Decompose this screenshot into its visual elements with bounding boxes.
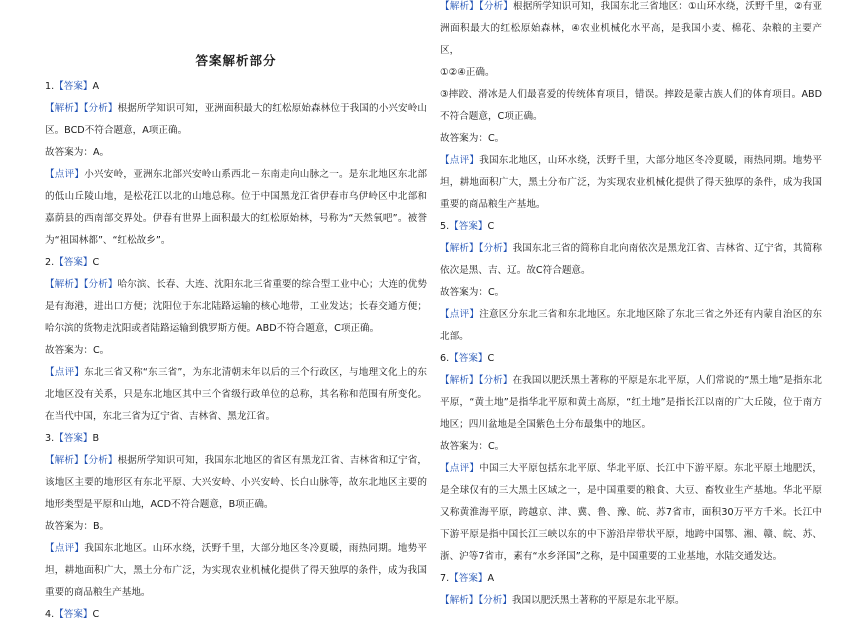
answer-value: A [92,81,100,92]
explanation-paragraph [45,274,427,340]
explanation-paragraph [440,590,822,612]
section-tag: 【解析】 [440,243,479,254]
explanation-paragraph [45,538,427,604]
answer-line [440,348,822,370]
section-tag: 【解析】 [45,279,84,290]
explanation-paragraph [440,304,822,348]
question-number: 7. [440,573,450,584]
right-column [440,0,822,612]
answer-line [45,76,427,98]
explanation-paragraph [45,450,427,516]
section-tag: 【点评】 [440,309,480,320]
section-tag: 【分析】 [83,455,118,466]
answer-tag: 【答案】 [449,353,488,364]
answer-text [440,436,822,458]
answer-value: C [487,221,495,232]
answer-tag: 【答案】 [54,609,93,620]
answer-line [440,216,822,238]
explanation-paragraph [440,0,822,62]
paragraph-text: 根据所学知识可知，亚洲面积最大的红松原始森林位于我国的小兴安岭山区。BCD不符合题意，A项正确。 [45,103,427,136]
paragraph-text: 故答案为：C。 [440,287,505,298]
paragraph-text: 根据所学知识可知，我国东北地区的省区有黑龙江省、吉林省和辽宁省，该地区主要的地形区有东北平原、大兴安岭、小兴安岭、长白山脉等，故东北地区主要的地形类型是平原和山地，ACD不符合题意，B项正确。 [45,455,427,510]
section-tag: 【分析】 [478,595,512,606]
section-tag: 【解析】 [45,103,84,114]
answer-text [45,340,427,362]
answer-line [45,252,427,274]
section-tag: 【点评】 [45,367,85,378]
explanation-paragraph [45,164,427,252]
answer-text [440,62,822,84]
paragraph-text: 根据所学知识可知，我国东北三省地区：①山环水绕，沃野千里，②有亚洲面积最大的红松原始森林，④农业机械化水平高，是我国小麦、棉花、杂粮的主要产区， [440,1,823,56]
section-tag: 【点评】 [440,155,480,166]
explanation-paragraph [45,98,427,142]
paragraph-text: 故答案为：C。 [440,133,505,144]
explanation-paragraph [45,362,427,428]
question-number: 5. [440,221,450,232]
paragraph-text: 哈尔滨、长春、大连、沈阳东北三省重要的综合型工业中心；大连的优势是有海港，进出口方便；沈阳位于东北陆路运输的核心地带，工业发达；长春交通方便；哈尔滨的货物走沈阳或者陆路运输到俄罗斯方便。ABD不符合题意，C项正确。 [45,279,427,334]
answer-value: A [487,573,495,584]
explanation-paragraph [440,370,822,436]
paragraph-text: 故答案为：C。 [45,345,110,356]
answer-value: C [92,609,100,620]
answer-value: B [92,433,100,444]
explanation-paragraph [440,150,822,216]
paragraph-text: 我国东北地区，山环水绕，沃野千里，大部分地区冬冷夏暖，雨热同期。地势平坦，耕地面积广大，黑土分布广泛，为实现农业机械化提供了得天独厚的条件，成为我国重要的商品粮生产基地。 [440,155,823,210]
question-number: 3. [45,433,55,444]
answer-tag: 【答案】 [449,221,488,232]
left-column [45,0,427,626]
explanation-paragraph [440,238,822,282]
section-tag: 【解析】 [440,375,479,386]
section-tag: 【点评】 [45,543,85,554]
question-number: 1. [45,81,55,92]
answer-text [45,516,427,538]
answer-tag: 【答案】 [449,573,488,584]
paragraph-text: 小兴安岭，亚洲东北部兴安岭山系西北－东南走向山脉之一。是东北地区东北部的低山丘陵山地，是松花江以北的山地总称。位于中国黑龙江省伊春市乌伊岭区中北部和嘉荫县的西南部交界处。伊春有世界上面积最大的红松原始林，号称为“天然氧吧”。被誉为“祖国林都”、“红松故乡”。 [45,169,428,246]
paragraph-text: 故答案为：B。 [45,521,110,532]
paragraph-text: 注意区分东北三省和东北地区。东北地区除了东北三省之外还有内蒙自治区的东北部。 [440,309,823,342]
explanation-paragraph [440,458,822,568]
paragraph-text: 在我国以肥沃黑土著称的平原是东北平原，人们常说的“黑土地”是指东北平原，“黄土地”是指华北平原和黄土高原，“红土地”是指长江以南的广大丘陵，位于南方地区；四川盆地是全国紫色土分布最集中的地区。 [440,375,822,430]
paragraph-text: ①②④正确。 [440,67,495,78]
section-tag: 【点评】 [45,169,85,180]
paragraph-text: 我国以肥沃黑土著称的平原是东北平原。 [511,595,685,606]
section-tag: 【分析】 [83,103,118,114]
answer-text [440,282,822,304]
answer-value: C [92,257,100,268]
section-tag: 【解析】 [440,595,479,606]
answer-text [440,128,822,150]
question-number: 2. [45,257,55,268]
answer-tag: 【答案】 [54,81,93,92]
section-tag: 【解析】 [440,1,479,12]
paragraph-text: ③摔跤、滑冰是人们最喜爱的传统体育项目，错误。摔跤是蒙古族人们的体育项目。ABD不符合题意，C项正确。 [440,89,822,122]
answer-tag: 【答案】 [54,433,93,444]
section-tag: 【分析】 [83,279,118,290]
section-tag: 【解析】 [45,455,84,466]
answer-line [45,428,427,450]
answer-text [45,142,427,164]
paragraph-text: 故答案为：A。 [45,147,110,158]
paragraph-text: 中国三大平原包括东北平原、华北平原、长江中下游平原。东北平原土地肥沃，是全球仅有的三大黑土区域之一，是中国重要的粮食、大豆、畜牧业生产基地。华北平原又称黄淮海平原，跨越京、津、冀、鲁、豫、皖、苏7省市，面积30万平方千米。长江中下游平原是指中国长江三峡以东的中下游沿岸带状平原，地跨中国鄂、湘、赣、皖、苏、浙、沪等7省市，素有“水乡泽国”之称，是中国重要的工业基地，水陆交通发达。 [440,463,823,562]
paragraph-text: 我国东北地区。山环水绕，沃野千里，大部分地区冬冷夏暖，雨热同期。地势平坦，耕地面积广大，黑土分布广泛，为实现农业机械化提供了得天独厚的条件，成为我国重要的商品粮生产基地。 [45,543,428,598]
section-tag: 【分析】 [478,375,513,386]
paragraph-text: 我国东北三省的简称自北向南依次是黑龙江省、吉林省、辽宁省，其简称依次是黑、吉、辽。故C符合题意。 [440,243,822,276]
question-number: 4. [45,609,55,620]
answer-tag: 【答案】 [54,257,93,268]
section-tag: 【分析】 [478,243,513,254]
section-tag: 【点评】 [440,463,480,474]
answer-value: C [487,353,495,364]
page-title: 答案解析部分 [195,53,277,68]
paragraph-text: 东北三省又称“东三省”，为东北清朝末年以后的三个行政区，与地理文化上的东北地区没有关系，只是东北地区其中三个省级行政单位的总称，其名称和范围有所变化。在当代中国，东北三省为辽宁省、吉林省、黑龙江省。 [45,367,427,422]
answer-line [45,604,427,626]
paragraph-text: 故答案为：C。 [440,441,505,452]
section-tag: 【分析】 [478,1,513,12]
answer-line [440,568,822,590]
answer-text [440,84,822,128]
question-number: 6. [440,353,450,364]
